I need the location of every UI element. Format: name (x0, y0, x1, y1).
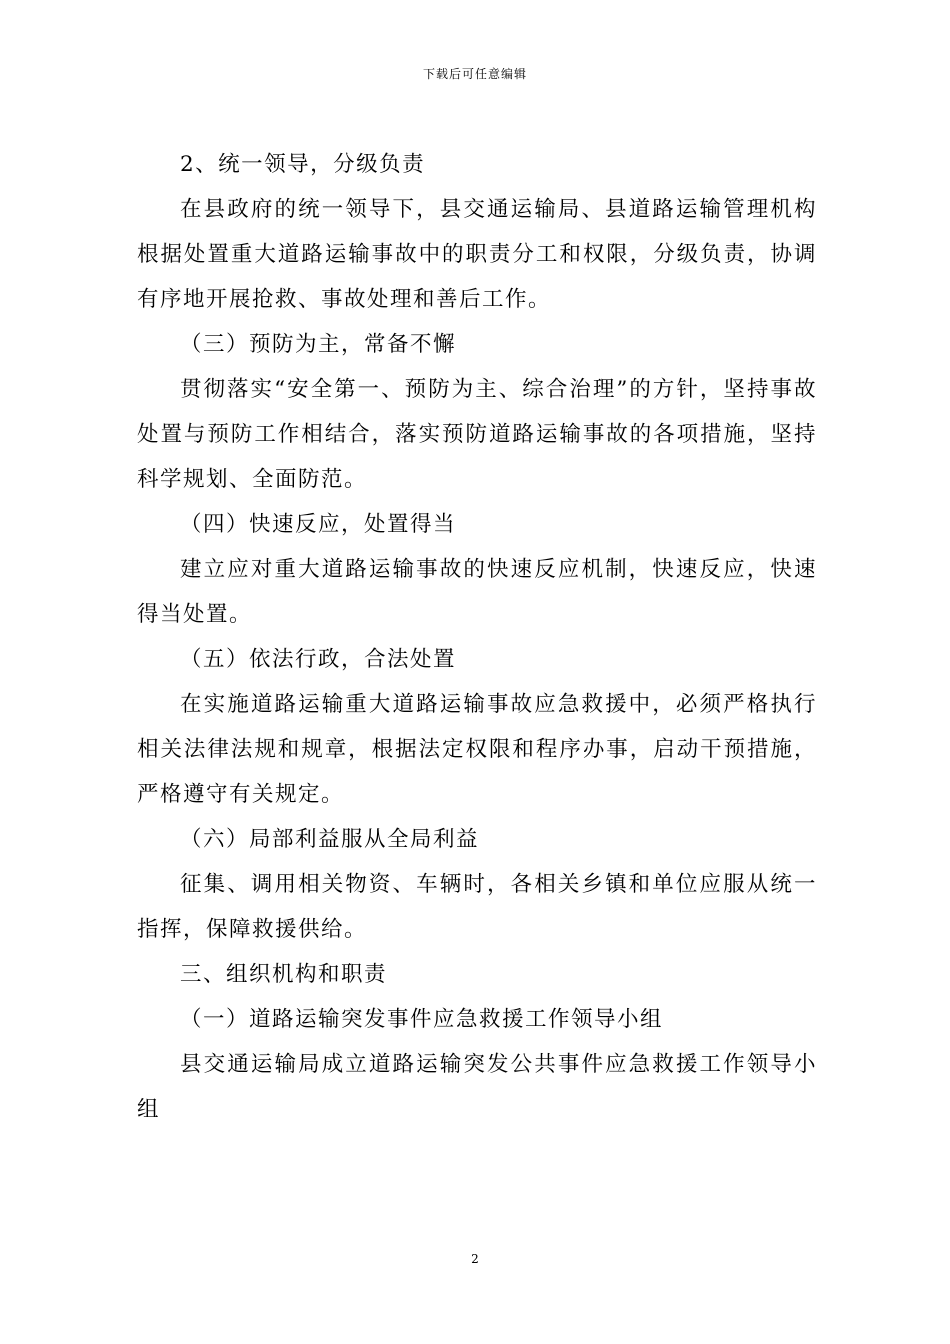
body-paragraph: 征集、调用相关物资、车辆时，各相关乡镇和单位应服从统一指挥，保障救援供给。 (137, 872, 817, 942)
chapter-heading: 三、组织机构和职责 (180, 962, 388, 987)
section-heading: （五）依法行政，合法处置 (180, 647, 457, 672)
body-paragraph: 在县政府的统一领导下，县交通运输局、县道路运输管理机构根据处置重大道路运输事故中的职责分工和权限，分级负责，协调有序地开展抢救、事故处理和善后工作。 (137, 197, 817, 312)
section-heading: 2、统一领导，分级负责 (180, 152, 426, 177)
section-heading: （一）道路运输突发事件应急救援工作领导小组 (180, 1007, 664, 1032)
body-paragraph: 县交通运输局成立道路运输突发公共事件应急救援工作领导小组 (137, 1052, 817, 1122)
section-heading: （四）快速反应，处置得当 (180, 512, 457, 537)
section-heading: （三）预防为主，常备不懈 (180, 332, 457, 357)
document-body (137, 142, 817, 1132)
body-paragraph: 在实施道路运输重大道路运输事故应急救援中，必须严格执行相关法律法规和规章，根据法定权限和程序办事，启动干预措施，严格遵守有关规定。 (137, 692, 817, 807)
body-paragraph: 建立应对重大道路运输事故的快速反应机制，快速反应，快速得当处置。 (137, 557, 817, 627)
page-number: 2 (471, 1252, 479, 1266)
page-header: 下载后可任意编辑 (422, 67, 527, 81)
section-heading: （六）局部利益服从全局利益 (180, 827, 480, 852)
body-paragraph: 贯彻落实“安全第一、预防为主、综合治理”的方针，坚持事故处置与预防工作相结合，落实预防道路运输事故的各项措施，坚持科学规划、全面防范。 (137, 377, 817, 492)
